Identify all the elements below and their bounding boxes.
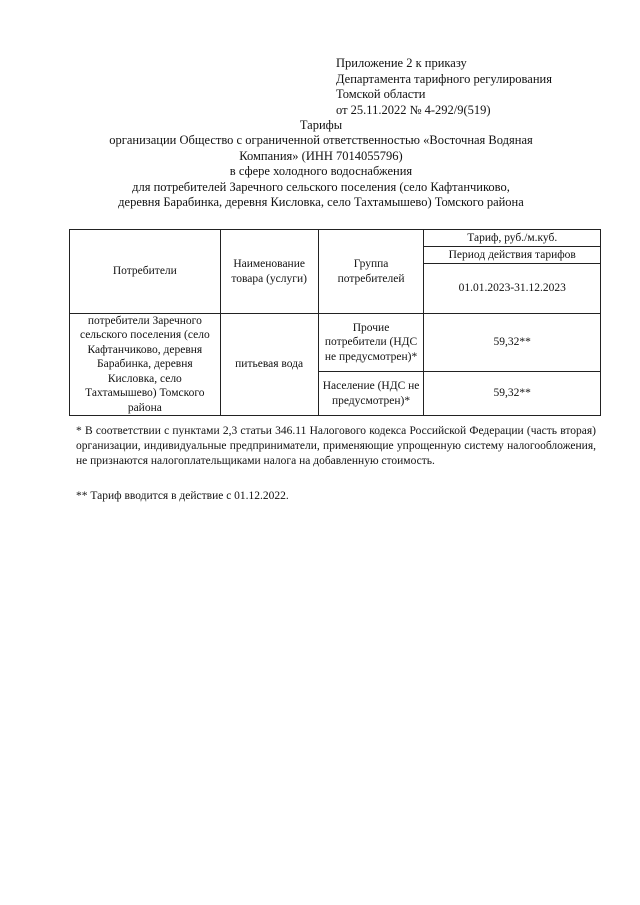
appendix-line-1: Приложение 2 к приказу: [336, 56, 467, 70]
header-tariff: Тариф, руб./м.куб.: [424, 230, 601, 247]
product-name-cell: питьевая вода: [220, 314, 318, 416]
appendix-line-2: Департамента тарифного регулирования: [336, 71, 552, 86]
tariff-value-cell: 59,32**: [424, 314, 601, 372]
appendix-line-4: от 25.11.2022 № 4-292/9(519): [336, 102, 491, 117]
header-group: Группа потребителей: [318, 230, 424, 314]
document-heading: [60, 118, 582, 210]
header-period: Период действия тарифов: [424, 247, 601, 264]
heading-line-3: Компания» (ИНН 7014055796): [239, 148, 403, 163]
header-product: Наименование товара (услуги): [220, 230, 318, 314]
appendix-note: [336, 56, 626, 118]
table-row: [70, 314, 601, 372]
heading-line-2: организации Общество с ограниченной ответственностью «Восточная Водяная: [109, 133, 533, 148]
period-value: 01.01.2023-31.12.2023: [424, 264, 601, 314]
group-cell: Население (НДС не предусмотрен)*: [318, 372, 424, 416]
heading-line-4: в сфере холодного водоснабжения: [229, 164, 413, 179]
footnote-effective-date: ** Тариф вводится в действие с 01.12.2022.: [76, 490, 289, 502]
heading-title: Тарифы: [299, 118, 343, 132]
table-header-row: [70, 230, 601, 247]
tariff-table: [69, 229, 601, 416]
heading-line-6: деревня Барабинка, деревня Кисловка, село Тахтамышево) Томского района: [118, 195, 524, 210]
header-consumers: Потребители: [70, 230, 221, 314]
appendix-line-3: Томской области: [336, 87, 426, 102]
footnote-vat: * В соответствии с пунктами 2,3 статьи 346.11 Налогового кодекса Российской Федерации (часть вторая) организации, индивидуальные предприниматели, применяющие упрощенную систему налогообложения, не признаются налогоплательщиками налога на добавленную стоимость.: [76, 425, 596, 467]
tariff-value-cell: 59,32**: [424, 372, 601, 416]
consumer-name-cell: потребители Заречного сельского поселения (село Кафтанчиково, деревня Барабинка, деревня Кисловка, село Тахтамышево) Томского района: [70, 314, 221, 416]
group-cell: Прочие потребители (НДС не предусмотрен)*: [318, 314, 424, 372]
heading-line-5: для потребителей Заречного сельского поселения (село Кафтанчиково,: [132, 179, 510, 194]
